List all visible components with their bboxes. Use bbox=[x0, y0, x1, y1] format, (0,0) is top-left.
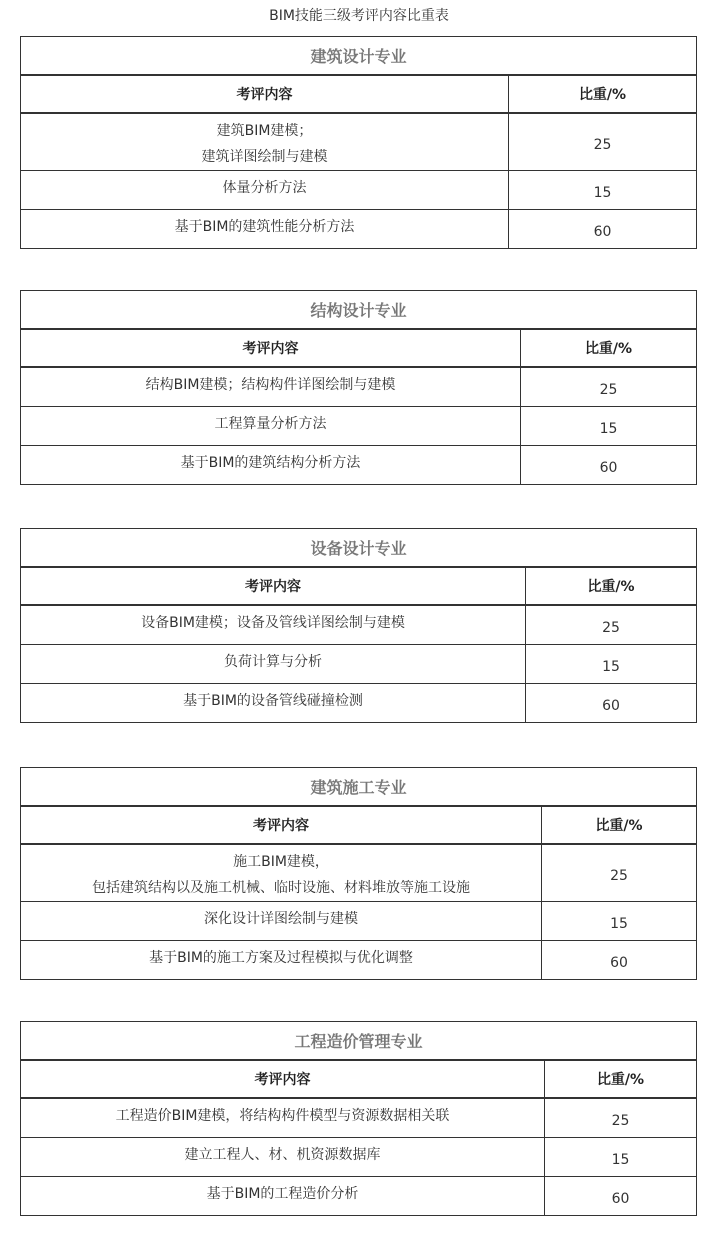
content-line: 设备BIM建模；设备及管线详图绘制与建模 bbox=[141, 615, 405, 631]
section-title: 建筑设计专业 bbox=[21, 37, 697, 76]
content-cell bbox=[21, 407, 521, 446]
content-line: 工程造价BIM建模，将结构构件模型与资源数据相关联 bbox=[115, 1108, 450, 1124]
table-row bbox=[21, 684, 697, 723]
content-cell bbox=[21, 113, 509, 171]
table-row bbox=[21, 367, 697, 407]
content-line: 施工BIM建模， bbox=[233, 854, 329, 870]
header-content: 考评内容 bbox=[21, 806, 542, 844]
table-row bbox=[21, 210, 697, 249]
section-title: 建筑施工专业 bbox=[21, 768, 697, 807]
table-row bbox=[21, 645, 697, 684]
content-line: 基于BIM的工程造价分析 bbox=[206, 1186, 359, 1202]
content-cell bbox=[21, 941, 542, 980]
section-table-architecture bbox=[20, 36, 697, 249]
content-cell bbox=[21, 367, 521, 407]
table-row bbox=[21, 1138, 697, 1177]
section-title: 设备设计专业 bbox=[21, 529, 697, 568]
table-row bbox=[21, 844, 697, 902]
section-table-equipment bbox=[20, 528, 697, 723]
content-line: 负荷计算与分析 bbox=[224, 654, 322, 670]
table-row bbox=[21, 605, 697, 645]
content-cell bbox=[21, 645, 526, 684]
content-line: 基于BIM的建筑结构分析方法 bbox=[180, 455, 361, 471]
header-content: 考评内容 bbox=[21, 1060, 545, 1098]
header-weight: 比重/% bbox=[521, 329, 697, 367]
content-cell bbox=[21, 171, 509, 210]
table-row bbox=[21, 1098, 697, 1138]
weight-cell: 60 bbox=[545, 1177, 697, 1216]
weight-cell: 15 bbox=[521, 407, 697, 446]
table-row bbox=[21, 407, 697, 446]
weight-cell: 25 bbox=[509, 113, 697, 171]
weight-cell: 15 bbox=[545, 1138, 697, 1177]
weight-cell: 60 bbox=[521, 446, 697, 485]
weight-cell: 60 bbox=[509, 210, 697, 249]
content-line: 建筑BIM建模； bbox=[216, 123, 313, 139]
content-line: 包括建筑结构以及施工机械、临时设施、材料堆放等施工设施 bbox=[92, 880, 470, 896]
header-weight: 比重/% bbox=[542, 806, 697, 844]
weight-cell: 60 bbox=[542, 941, 697, 980]
content-line: 基于BIM的建筑性能分析方法 bbox=[174, 219, 355, 235]
weight-cell: 15 bbox=[526, 645, 697, 684]
header-weight: 比重/% bbox=[526, 567, 697, 605]
header-content: 考评内容 bbox=[21, 329, 521, 367]
content-line: 基于BIM的设备管线碰撞检测 bbox=[183, 693, 363, 709]
table-row bbox=[21, 446, 697, 485]
content-line: 建立工程人、材、机资源数据库 bbox=[184, 1147, 381, 1163]
header-weight: 比重/% bbox=[509, 75, 697, 113]
section-table-structure bbox=[20, 290, 697, 485]
section-table-construction bbox=[20, 767, 697, 980]
page-title: BIM技能三级考评内容比重表 bbox=[269, 8, 449, 24]
content-cell bbox=[21, 684, 526, 723]
content-line: 深化设计详图绘制与建模 bbox=[204, 911, 358, 927]
weight-cell: 60 bbox=[526, 684, 697, 723]
table-row bbox=[21, 941, 697, 980]
weight-cell: 25 bbox=[542, 844, 697, 902]
content-cell bbox=[21, 446, 521, 485]
content-line: 工程算量分析方法 bbox=[214, 416, 327, 432]
header-content: 考评内容 bbox=[21, 75, 509, 113]
content-cell bbox=[21, 1177, 545, 1216]
content-cell bbox=[21, 902, 542, 941]
content-cell bbox=[21, 1098, 545, 1138]
header-content: 考评内容 bbox=[21, 567, 526, 605]
weight-cell: 15 bbox=[509, 171, 697, 210]
table-row bbox=[21, 1177, 697, 1216]
content-cell bbox=[21, 1138, 545, 1177]
weight-cell: 25 bbox=[526, 605, 697, 645]
content-cell bbox=[21, 844, 542, 902]
section-title: 工程造价管理专业 bbox=[21, 1022, 697, 1061]
table-row bbox=[21, 113, 697, 171]
section-title: 结构设计专业 bbox=[21, 291, 697, 330]
content-line: 体量分析方法 bbox=[222, 180, 307, 196]
header-weight: 比重/% bbox=[545, 1060, 697, 1098]
table-row bbox=[21, 902, 697, 941]
weight-cell: 25 bbox=[545, 1098, 697, 1138]
weight-cell: 15 bbox=[542, 902, 697, 941]
weight-cell: 25 bbox=[521, 367, 697, 407]
table-row bbox=[21, 171, 697, 210]
content-cell bbox=[21, 605, 526, 645]
content-line: 结构BIM建模；结构构件详图绘制与建模 bbox=[145, 377, 396, 393]
content-line: 建筑详图绘制与建模 bbox=[201, 149, 328, 165]
content-line: 基于BIM的施工方案及过程模拟与优化调整 bbox=[149, 950, 413, 966]
content-cell bbox=[21, 210, 509, 249]
section-table-cost-management bbox=[20, 1021, 697, 1216]
